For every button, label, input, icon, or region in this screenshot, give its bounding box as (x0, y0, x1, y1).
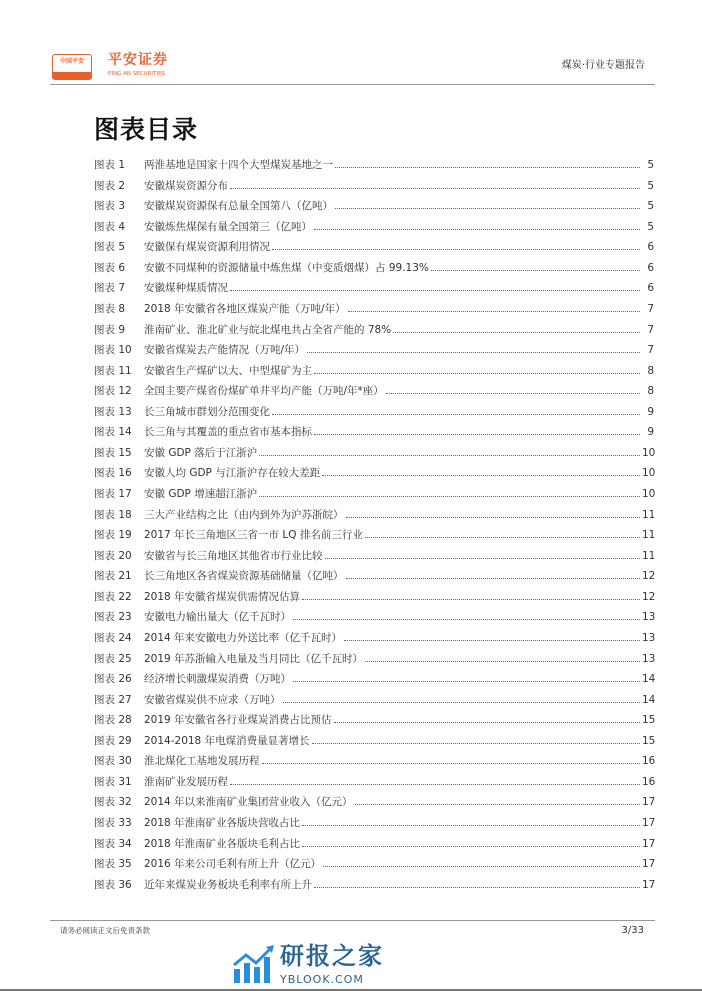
page-number: 3/33 (621, 925, 644, 936)
toc-leader-dots (344, 640, 640, 641)
toc-page-number: 15 (642, 734, 656, 747)
toc-page-number: 17 (642, 878, 656, 891)
toc-figure-number: 图表 18 (94, 508, 132, 521)
toc-figure-title: 安徽煤炭资源分布 (144, 179, 228, 192)
toc-entry[interactable] (94, 878, 654, 899)
toc-figure-number: 图表 22 (94, 590, 132, 603)
ping-an-logo (52, 54, 92, 80)
toc-leader-dots (346, 578, 641, 579)
toc-figure-title: 安徽电力输出量大（亿千瓦时） (144, 611, 291, 624)
toc-leader-dots (302, 846, 640, 847)
toc-page-number: 7 (647, 302, 654, 315)
toc-figure-title: 长三角与其覆盖的重点省市基本指标 (144, 426, 312, 439)
toc-figure-title: 安徽煤炭资源保有总量全国第八（亿吨） (144, 200, 333, 213)
toc-leader-dots (259, 455, 640, 456)
toc-figure-title: 安徽保有煤炭资源利用情况 (144, 241, 270, 254)
watermark-cn: 研报之家 (280, 942, 384, 970)
toc-entry[interactable] (94, 610, 654, 631)
toc-page-number: 7 (647, 323, 654, 336)
toc-entry[interactable] (94, 734, 654, 755)
toc-figure-number: 图表 26 (94, 673, 132, 686)
toc-page-number: 11 (642, 529, 656, 542)
toc-entry[interactable] (94, 240, 654, 261)
toc-entry[interactable] (94, 857, 654, 878)
toc-page-number: 13 (642, 631, 656, 644)
toc-figure-number: 图表 29 (94, 734, 132, 747)
toc-figure-title: 安徽人均 GDP 与江浙沪存在较大差距 (144, 467, 321, 480)
toc-leader-dots (393, 332, 640, 333)
toc-figure-number: 图表 1 (94, 159, 126, 171)
toc-figure-number: 图表 36 (94, 878, 132, 891)
toc-page-number: 7 (647, 344, 654, 357)
toc-entry[interactable] (94, 179, 654, 200)
toc-leader-dots (307, 352, 640, 353)
toc-page-number: 10 (642, 467, 656, 480)
toc-figure-number: 图表 25 (94, 652, 132, 665)
report-type: 煤炭·行业专题报告 (561, 60, 645, 71)
toc-page-number: 5 (647, 179, 654, 192)
toc-entry[interactable] (94, 569, 654, 590)
toc-figure-number: 图表 8 (94, 302, 126, 315)
toc-entry[interactable] (94, 590, 654, 611)
toc-page-number: 17 (642, 796, 656, 809)
toc-entry[interactable] (94, 508, 654, 529)
toc-leader-dots (323, 866, 640, 867)
toc-leader-dots (272, 414, 640, 415)
toc-figure-number: 图表 4 (94, 220, 126, 233)
toc-figure-title: 三大产业结构之比（由内到外为沪苏浙皖） (144, 508, 344, 521)
toc-leader-dots (262, 763, 641, 764)
page-header (50, 50, 655, 85)
toc-figure-title: 2019 年苏浙输入电量及当月同比（亿千瓦时） (144, 652, 364, 665)
toc-figure-title: 经济增长刺激煤炭消费（万吨） (144, 673, 291, 686)
toc-figure-number: 图表 33 (94, 817, 132, 829)
toc-figure-title: 长三角地区各省煤炭资源基础储量（亿吨） (144, 570, 344, 583)
toc-figure-number: 图表 10 (94, 344, 132, 357)
toc-entry[interactable] (94, 364, 654, 385)
toc-page-number: 14 (642, 673, 656, 686)
toc-leader-dots (293, 681, 640, 682)
toc-page-number: 12 (642, 590, 656, 603)
toc-leader-dots (322, 475, 640, 476)
toc-leader-dots (314, 229, 640, 230)
toc-figure-number: 图表 9 (94, 323, 126, 336)
toc-leader-dots (365, 661, 640, 662)
toc-leader-dots (346, 517, 641, 518)
toc-figure-title: 安徽煤种煤质情况 (144, 282, 228, 295)
toc-leader-dots (293, 619, 640, 620)
toc-entry[interactable] (94, 652, 654, 673)
toc-leader-dots (283, 702, 641, 703)
toc-page-number: 17 (642, 837, 656, 850)
toc-page-number: 10 (642, 488, 656, 500)
toc-figure-title: 2018 年淮南矿业各版块营收占比 (144, 817, 301, 829)
brand-en: PING AN SECURITIES (108, 71, 165, 77)
toc-leader-dots (230, 290, 640, 291)
toc-figure-title: 安徽炼焦煤保有量全国第三（亿吨） (144, 220, 312, 233)
toc-figure-title: 2017 年长三角地区三省一市 LQ 排名前三行业 (144, 529, 363, 542)
toc-leader-dots (431, 270, 640, 271)
toc-leader-dots (386, 393, 640, 394)
toc-figure-number: 图表 24 (94, 631, 132, 644)
toc-figure-title: 安徽 GDP 增速超江浙沪 (144, 488, 258, 500)
toc-page-number: 5 (647, 220, 654, 233)
toc-leader-dots (314, 434, 640, 435)
toc-figure-number: 图表 12 (94, 385, 132, 398)
toc-page-number: 9 (647, 405, 654, 418)
toc-figure-number: 图表 14 (94, 426, 132, 439)
toc-entry[interactable] (94, 323, 654, 344)
toc-figure-title: 安徽 GDP 落后于江浙沪 (144, 446, 258, 459)
toc-figure-number: 图表 35 (94, 858, 132, 871)
toc-leader-dots (302, 599, 640, 600)
toc-entry[interactable] (94, 837, 654, 858)
toc-figure-number: 图表 23 (94, 611, 132, 624)
toc-page-number: 6 (647, 261, 654, 274)
toc-figure-number: 图表 20 (94, 549, 132, 562)
toc-figure-number: 图表 30 (94, 755, 132, 768)
toc-figure-title: 安徽省煤炭供不应求（万吨） (144, 693, 281, 706)
toc-leader-dots (335, 167, 640, 168)
toc-entry[interactable] (94, 672, 654, 693)
toc-entry[interactable] (94, 343, 654, 364)
toc-figure-title: 近年来煤炭业务板块毛利率有所上升 (144, 878, 312, 891)
table-of-figures (94, 158, 654, 898)
toc-figure-number: 图表 27 (94, 693, 132, 706)
logo-bar (53, 72, 91, 79)
toc-page-number: 5 (647, 200, 654, 213)
toc-figure-title: 淮南矿业发展历程 (144, 775, 228, 788)
toc-page-number: 12 (642, 570, 656, 583)
toc-figure-title: 淮北煤化工基地发展历程 (144, 755, 260, 768)
toc-entry[interactable] (94, 425, 654, 446)
toc-figure-title: 安徽省煤炭去产能情况（万吨/年） (144, 344, 306, 357)
toc-entry[interactable] (94, 158, 654, 179)
toc-entry[interactable] (94, 528, 654, 549)
toc-entry[interactable] (94, 446, 654, 467)
watermark (232, 942, 442, 988)
toc-figure-number: 图表 13 (94, 405, 132, 418)
toc-page-number: 6 (647, 241, 654, 254)
toc-figure-number: 图表 32 (94, 796, 132, 809)
toc-page-number: 17 (642, 817, 656, 829)
toc-figure-title: 淮南矿业、淮北矿业与皖北煤电共占全省产能的 78% (144, 323, 392, 336)
toc-entry[interactable] (94, 302, 654, 323)
toc-page-number: 10 (642, 446, 656, 459)
toc-figure-title: 全国主要产煤省份煤矿单井平均产能（万吨/年*座） (144, 385, 384, 398)
toc-figure-title: 安徽省生产煤矿以大、中型煤矿为主 (144, 364, 312, 377)
toc-leader-dots (230, 784, 640, 785)
toc-page-number: 8 (647, 364, 654, 377)
toc-entry[interactable] (94, 795, 654, 816)
toc-entry[interactable] (94, 693, 654, 714)
toc-entry[interactable] (94, 487, 654, 508)
toc-entry[interactable] (94, 754, 654, 775)
toc-entry[interactable] (94, 405, 654, 426)
toc-figure-title: 2014 年来安徽电力外送比率（亿千瓦时） (144, 631, 343, 644)
toc-page-number: 16 (642, 775, 656, 788)
toc-entry[interactable] (94, 261, 654, 282)
toc-entry[interactable] (94, 220, 654, 241)
toc-leader-dots (335, 208, 640, 209)
toc-leader-dots (365, 537, 640, 538)
toc-figure-title: 2018 年安徽省各地区煤炭产能（万吨/年） (144, 302, 346, 315)
brand-cn: 平安证券 (108, 52, 168, 68)
toc-figure-number: 图表 34 (94, 837, 132, 850)
toc-figure-number: 图表 6 (94, 261, 126, 274)
toc-entry[interactable] (94, 775, 654, 796)
toc-entry[interactable] (94, 466, 654, 487)
toc-entry[interactable] (94, 816, 654, 837)
toc-page-number: 13 (642, 611, 656, 624)
toc-entry[interactable] (94, 549, 654, 570)
toc-figure-number: 图表 16 (94, 467, 132, 480)
toc-page-number: 9 (647, 426, 654, 439)
toc-page-number: 11 (642, 508, 656, 521)
toc-entry[interactable] (94, 199, 654, 220)
toc-figure-title: 2014-2018 年电煤消费量显著增长 (144, 734, 310, 747)
toc-leader-dots (312, 743, 640, 744)
toc-leader-dots (302, 825, 640, 826)
toc-page-number: 16 (642, 755, 656, 768)
toc-figure-title: 两淮基地是国家十四个大型煤炭基地之一 (144, 159, 333, 171)
toc-figure-number: 图表 7 (94, 282, 126, 295)
page-title: 图表目录 (94, 115, 199, 144)
toc-figure-title: 2014 年以来淮南矿业集团营业收入（亿元） (144, 796, 353, 809)
toc-page-number: 8 (647, 385, 654, 398)
toc-leader-dots (272, 249, 640, 250)
toc-figure-number: 图表 3 (94, 200, 126, 213)
toc-page-number: 14 (642, 693, 656, 706)
toc-figure-number: 图表 19 (94, 529, 132, 542)
toc-figure-number: 图表 21 (94, 570, 132, 583)
toc-figure-title: 2016 年来公司毛利有所上升（亿元） (144, 858, 322, 871)
toc-page-number: 15 (642, 714, 656, 727)
toc-page-number: 13 (642, 652, 656, 665)
toc-leader-dots (348, 311, 640, 312)
toc-figure-title: 2018 年淮南矿业各版块毛利占比 (144, 837, 301, 850)
toc-figure-number: 图表 28 (94, 714, 132, 727)
toc-figure-number: 图表 17 (94, 488, 132, 500)
toc-page-number: 6 (647, 282, 654, 295)
toc-figure-number: 图表 2 (94, 179, 126, 192)
toc-leader-dots (230, 188, 640, 189)
watermark-en: YBLOOK.COM (280, 973, 364, 986)
toc-entry[interactable] (94, 384, 654, 405)
toc-figure-number: 图表 5 (94, 241, 126, 254)
footer-divider (50, 920, 655, 921)
toc-leader-dots (259, 496, 640, 497)
toc-leader-dots (314, 373, 640, 374)
toc-leader-dots (355, 804, 640, 805)
toc-leader-dots (334, 722, 640, 723)
toc-figure-number: 图表 15 (94, 446, 132, 459)
toc-entry[interactable] (94, 713, 654, 734)
toc-page-number: 5 (647, 159, 654, 171)
toc-figure-title: 安徽不同煤种的资源储量中炼焦煤（中变质烟煤）占 99.13% (144, 261, 429, 274)
toc-page-number: 11 (642, 549, 656, 562)
chart-arrow-icon (232, 945, 276, 985)
toc-figure-title: 2019 年安徽省各行业煤炭消费占比预估 (144, 714, 332, 727)
toc-entry[interactable] (94, 281, 654, 302)
toc-figure-title: 2018 年安徽省煤炭供需情况估算 (144, 590, 301, 603)
toc-leader-dots (325, 558, 641, 559)
logo-text: 中国平安 (59, 58, 84, 65)
toc-leader-dots (314, 887, 640, 888)
toc-figure-title: 安徽省与长三角地区其他省市行业比较 (144, 549, 323, 562)
toc-page-number: 17 (642, 858, 656, 871)
toc-figure-title: 长三角城市群划分范围变化 (144, 405, 270, 418)
brand (108, 52, 168, 78)
disclaimer: 请务必阅读正文后免责条款 (60, 926, 150, 935)
toc-figure-number: 图表 31 (94, 775, 132, 788)
toc-entry[interactable] (94, 631, 654, 652)
toc-figure-number: 图表 11 (94, 364, 132, 377)
